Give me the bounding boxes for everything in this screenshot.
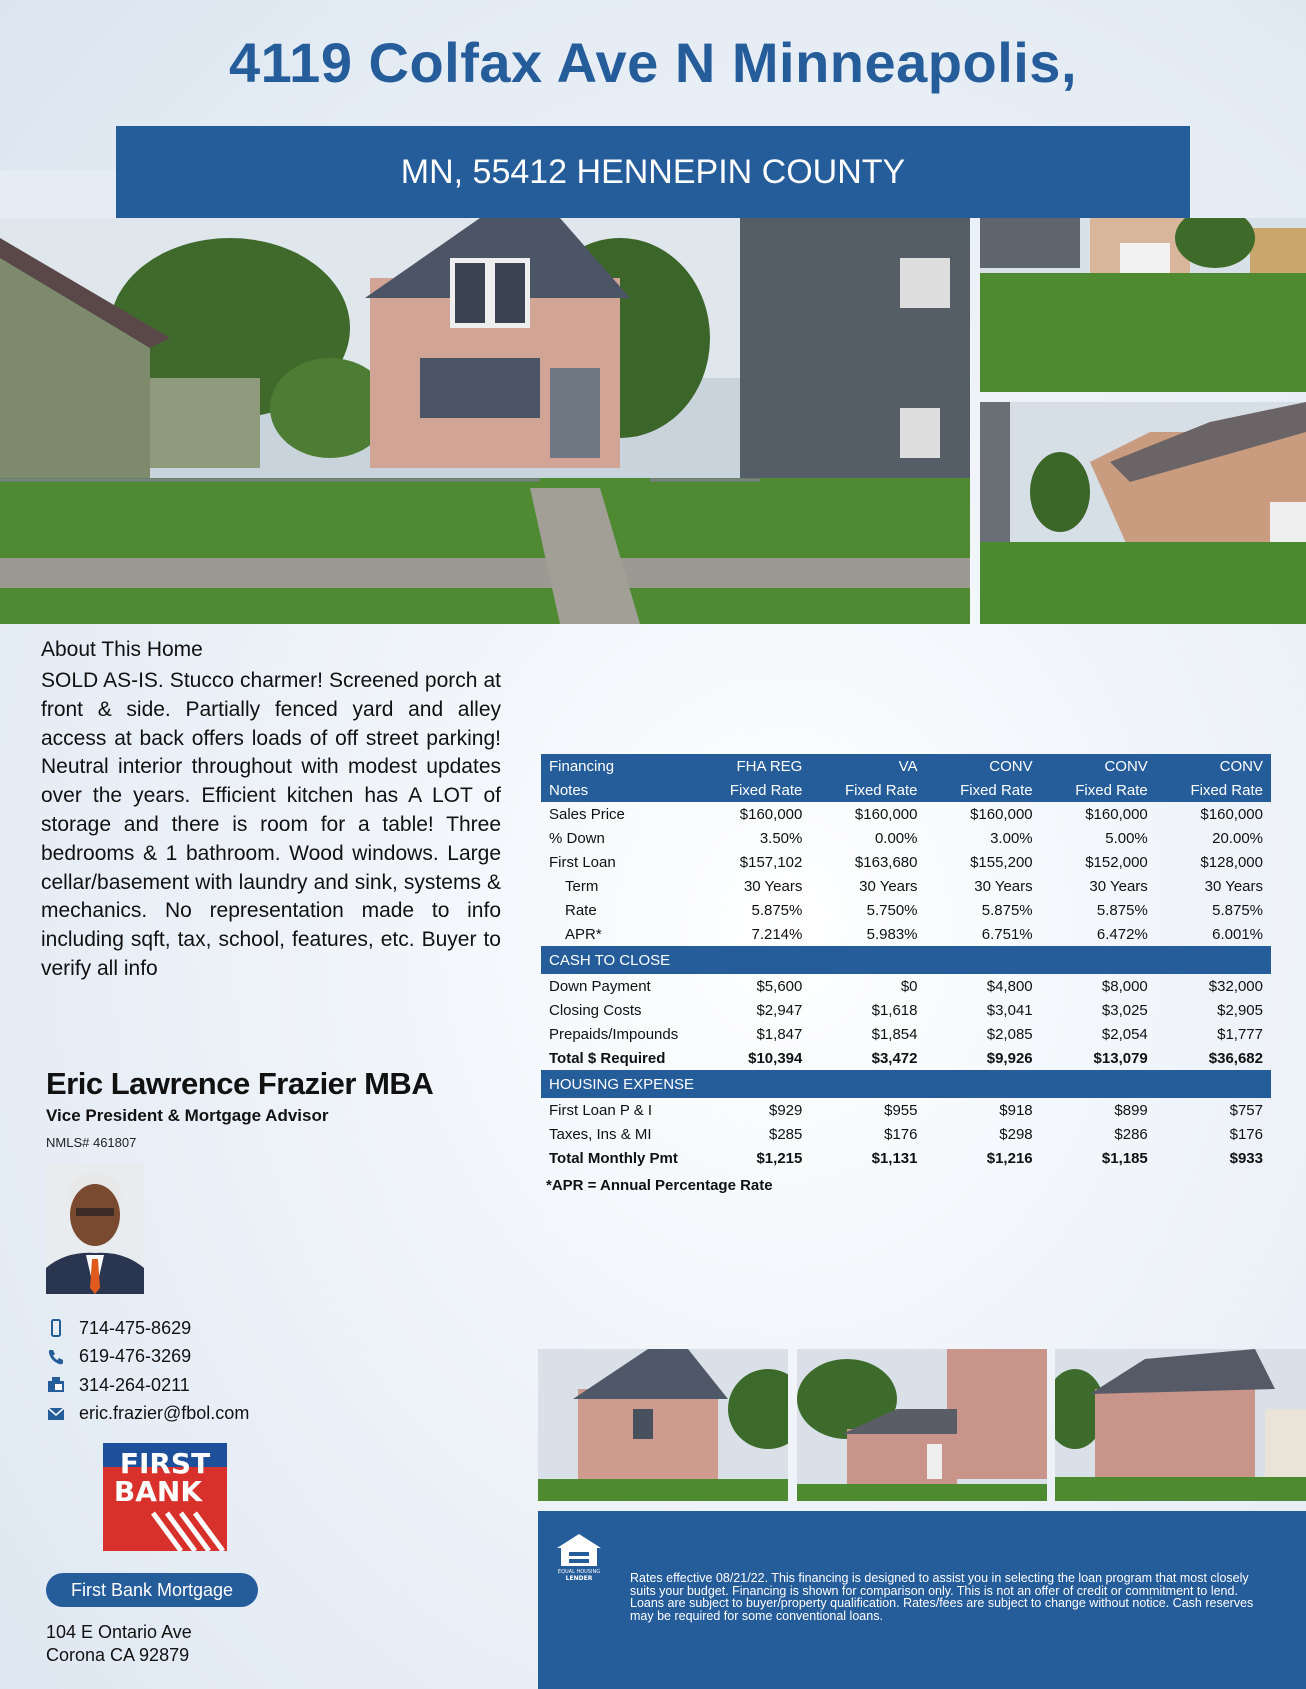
table-cell: $160,000 [1085, 805, 1148, 823]
table-cell: $918 [999, 1101, 1033, 1119]
table-row [541, 974, 1271, 998]
table-cell: 5.750% [866, 901, 918, 919]
table-cell: 30 Years [974, 877, 1033, 895]
logo-bank-text: BANK [113, 1475, 203, 1508]
table-cell: $157,102 [739, 853, 803, 871]
row-label: Prepaids/Impounds [549, 1025, 679, 1043]
table-cell: $1,847 [756, 1025, 803, 1043]
table-cell: 5.875% [981, 901, 1033, 919]
equal-housing-lender-icon [553, 1532, 605, 1582]
header-band-accent [0, 170, 116, 220]
table-cell: $1,216 [986, 1149, 1033, 1167]
row-label: % Down [549, 829, 605, 847]
fax-icon [46, 1375, 66, 1395]
section-label: HOUSING EXPENSE [541, 1070, 1271, 1098]
eho-label-1: EQUAL HOUSING [557, 1569, 601, 1575]
about-heading: About This Home [41, 638, 203, 661]
table-cell: $176 [884, 1125, 918, 1143]
email-icon [46, 1404, 66, 1424]
table-cell: $3,041 [986, 1001, 1033, 1019]
table-cell: 5.00% [1105, 829, 1148, 847]
table-row [541, 1022, 1271, 1046]
table-row [541, 1046, 1271, 1070]
row-label: First Loan P & I [549, 1101, 653, 1119]
house-front-photo [538, 1349, 788, 1501]
contact-fax[interactable] [46, 1371, 249, 1400]
table-cell: $2,947 [756, 1001, 803, 1019]
address-line-1: 104 E Ontario Ave [46, 1622, 192, 1642]
row-label: APR* [565, 925, 602, 943]
table-cell: $152,000 [1085, 853, 1148, 871]
table-row [541, 802, 1271, 826]
row-label: Total $ Required [549, 1049, 666, 1067]
address-line-2: Corona CA 92879 [46, 1645, 190, 1665]
table-cell: $298 [999, 1125, 1033, 1143]
table-cell: 3.50% [759, 829, 803, 847]
row-label: First Loan [549, 853, 616, 871]
table-cell: 6.001% [1212, 925, 1263, 943]
contact-email-text: eric.frazier@fbol.com [79, 1403, 250, 1424]
contact-phone[interactable] [46, 1343, 249, 1372]
table-cell: $899 [1114, 1101, 1148, 1119]
house-rear-photo [797, 1349, 1047, 1501]
table-cell: $285 [768, 1125, 803, 1143]
table-cell: Fixed Rate [926, 778, 1041, 802]
table-cell: $9,926 [986, 1049, 1033, 1067]
table-row [541, 1098, 1271, 1122]
row-label: Taxes, Ins & MI [549, 1125, 652, 1143]
table-cell: Fixed Rate [695, 778, 810, 802]
table-row [541, 850, 1271, 874]
table-header-row [541, 778, 1271, 802]
table-header-row [541, 754, 1271, 778]
table-cell: $32,000 [1208, 977, 1263, 995]
rates-disclaimer: Rates effective 08/21/22. This financing is designed to assist you in selecting the loan program that most closely suits your budget. Financing is shown for comparison only. This is not an offer of credit or commitment to lend. Loans are subject to buyer/property qualification. Rates/fees are subject to change without notice. Cash reserves may be required for some conventional loans. [630, 1571, 1254, 1623]
table-cell: 30 Years [859, 877, 918, 895]
row-label: Notes [541, 778, 695, 802]
backyard-garage-photo [980, 218, 1306, 392]
table-cell: $1,777 [1217, 1025, 1263, 1043]
eho-label-2: LENDER [565, 1575, 593, 1582]
table-cell: $8,000 [1101, 977, 1148, 995]
table-cell: $176 [1229, 1125, 1263, 1143]
table-cell: 20.00% [1212, 829, 1263, 847]
agent-contacts [46, 1314, 249, 1428]
contact-fax-text: 314-264-0211 [79, 1374, 190, 1395]
agent-name: Eric Lawrence Frazier MBA [46, 1066, 434, 1101]
table-row [541, 1122, 1271, 1146]
table-cell: Fixed Rate [1041, 778, 1156, 802]
table-cell: $286 [1114, 1125, 1148, 1143]
first-bank-logo [103, 1443, 227, 1551]
table-row [541, 826, 1271, 850]
logo-first-text: FIRST [119, 1447, 211, 1480]
row-label: Financing [541, 754, 695, 778]
contact-mobile[interactable] [46, 1314, 249, 1343]
table-row [541, 922, 1271, 946]
about-description: SOLD AS-IS. Stucco charmer! Screened porch at front & side. Partially fenced yard and alley access at back offers loads of off street parking! Neutral interior throughout with modest updates over the years. Efficient kitchen has A LOT of storage and there is room for a table! Three bedrooms & 1 bathroom. Wood windows. Large cellar/basement with laundry and sink, systems & mechanics. No representation made to info including sqft, tax, school, features, etc. Buyer to verify all info [41, 669, 501, 980]
table-cell: $10,394 [748, 1049, 803, 1067]
table-cell: $128,000 [1200, 853, 1263, 871]
section-label: CASH TO CLOSE [541, 946, 1271, 974]
contact-phone-text: 619-476-3269 [79, 1346, 192, 1367]
section-cash-to-close [541, 946, 1271, 974]
table-cell: $1,131 [871, 1149, 918, 1167]
table-cell: $4,800 [986, 977, 1033, 995]
company-address [46, 1621, 192, 1667]
table-cell: 30 Years [743, 877, 803, 895]
table-cell: $929 [768, 1101, 803, 1119]
table-cell: 6.751% [981, 925, 1033, 943]
table-row [541, 874, 1271, 898]
property-location-bar: MN, 55412 HENNEPIN COUNTY [116, 126, 1190, 218]
table-cell: $160,000 [970, 805, 1033, 823]
table-cell: 5.875% [1096, 901, 1148, 919]
section-housing-expense [541, 1070, 1271, 1098]
property-address-title: 4119 Colfax Ave N Minneapolis, [228, 31, 1078, 94]
company-name-button[interactable]: First Bank Mortgage [46, 1573, 258, 1607]
table-row [541, 998, 1271, 1022]
table-cell: 0.00% [874, 829, 918, 847]
table-row [541, 898, 1271, 922]
table-cell: $163,680 [854, 853, 918, 871]
table-cell: $155,200 [970, 853, 1033, 871]
row-label: Term [565, 877, 599, 895]
table-cell: $160,000 [739, 805, 803, 823]
financing-table [541, 754, 1271, 1170]
table-cell: 5.875% [1212, 901, 1263, 919]
apr-footnote: *APR = Annual Percentage Rate [546, 1177, 773, 1194]
table-cell: $1,854 [871, 1025, 918, 1043]
phone-icon [46, 1347, 66, 1367]
table-cell: $5,600 [756, 977, 803, 995]
table-cell: 5.875% [751, 901, 803, 919]
row-label: Closing Costs [549, 1001, 642, 1019]
table-cell: $160,000 [1200, 805, 1263, 823]
table-cell: $933 [1229, 1149, 1263, 1167]
table-cell: $13,079 [1093, 1049, 1148, 1067]
agent-headshot [46, 1163, 144, 1294]
agent-title: Vice President & Mortgage Advisor [46, 1106, 329, 1125]
table-row [541, 1146, 1271, 1170]
table-cell: $2,905 [1217, 1001, 1263, 1019]
table-cell: $2,054 [1101, 1025, 1148, 1043]
table-cell: 6.472% [1096, 925, 1148, 943]
row-label: Down Payment [549, 977, 651, 995]
contact-mobile-text: 714-475-8629 [79, 1317, 192, 1338]
table-cell: $3,472 [871, 1049, 918, 1067]
table-cell: $1,618 [871, 1001, 918, 1019]
table-cell: $757 [1229, 1101, 1263, 1119]
table-cell: 3.00% [990, 829, 1033, 847]
table-cell: $1,185 [1101, 1149, 1148, 1167]
house-side-photo [1055, 1349, 1306, 1501]
row-label: Sales Price [549, 805, 625, 823]
table-cell: $160,000 [854, 805, 918, 823]
table-cell: 5.983% [866, 925, 918, 943]
agent-nmls: NMLS# 461807 [46, 1135, 137, 1150]
table-cell: CONV [926, 754, 1041, 778]
table-cell: 30 Years [1089, 877, 1148, 895]
table-cell: $3,025 [1101, 1001, 1148, 1019]
table-cell: CONV [1156, 754, 1271, 778]
contact-email[interactable] [46, 1400, 249, 1429]
table-cell: $0 [900, 977, 918, 995]
table-cell: Fixed Rate [810, 778, 925, 802]
row-label: Rate [565, 901, 597, 919]
mobile-phone-icon [46, 1318, 66, 1338]
table-cell: CONV [1041, 754, 1156, 778]
table-cell: 7.214% [751, 925, 803, 943]
table-cell: FHA REG [695, 754, 810, 778]
table-cell: $36,682 [1208, 1049, 1263, 1067]
table-cell: 30 Years [1204, 877, 1263, 895]
table-cell: $955 [884, 1101, 918, 1119]
main-house-photo [0, 218, 970, 624]
table-cell: $1,215 [756, 1149, 803, 1167]
table-cell: Fixed Rate [1156, 778, 1271, 802]
table-cell: $2,085 [986, 1025, 1033, 1043]
side-yard-photo [980, 402, 1306, 624]
table-cell: VA [810, 754, 925, 778]
row-label: Total Monthly Pmt [549, 1149, 678, 1167]
